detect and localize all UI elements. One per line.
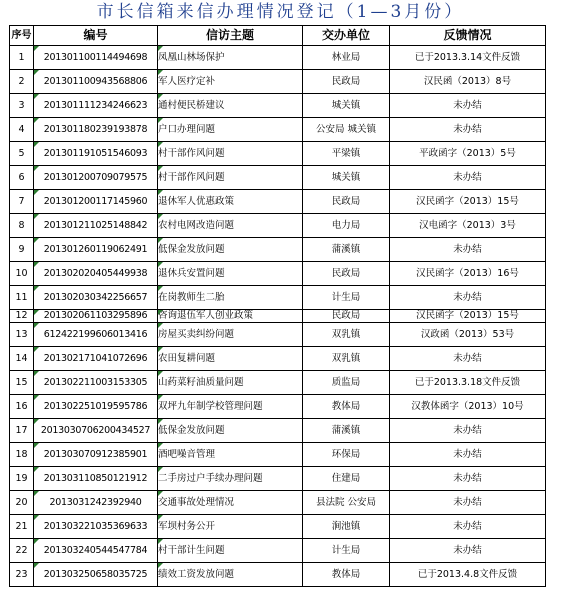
cell-feedback: 未办结	[390, 238, 546, 262]
table-row	[10, 310, 546, 323]
cell-subject: 双坪九年制学校管理问题	[158, 395, 303, 419]
cell-code: 201303124239294​0	[34, 491, 158, 515]
cell-feedback: 未办结	[390, 539, 546, 563]
cell-subject: 军人医疗定补	[158, 70, 303, 94]
cell-feedback: 已于2013.4.8文件反馈	[390, 563, 546, 587]
cell-code: 201301200117145960	[34, 190, 158, 214]
cell-seq: 10	[10, 262, 34, 286]
cell-subject: 农村电网改造问题	[158, 214, 303, 238]
table-row	[10, 395, 546, 419]
cell-code: 201302251019595786	[34, 395, 158, 419]
cell-code: 201301100114494698	[34, 46, 158, 70]
table-row	[10, 46, 546, 70]
table-row	[10, 515, 546, 539]
table-row	[10, 190, 546, 214]
table-row	[10, 443, 546, 467]
cell-code: 201302061103295896	[34, 310, 158, 323]
cell-feedback: 未办结	[390, 118, 546, 142]
table-row	[10, 467, 546, 491]
cell-feedback: 汉民函字（2013）16号	[390, 262, 546, 286]
cell-feedback: 汉政函（2013）53号	[390, 323, 546, 347]
cell-code: 201303070912385901	[34, 443, 158, 467]
cell-unit: 蒲溪镇	[303, 419, 390, 443]
cell-seq: 15	[10, 371, 34, 395]
cell-seq: 8	[10, 214, 34, 238]
cell-seq: 1	[10, 46, 34, 70]
cell-feedback: 已于2013.3.14文件反馈	[390, 46, 546, 70]
table-row	[10, 214, 546, 238]
table-row	[10, 262, 546, 286]
cell-feedback: 未办结	[390, 286, 546, 310]
cell-code: 201301191051546093	[34, 142, 158, 166]
cell-subject: 通村便民桥建议	[158, 94, 303, 118]
cell-feedback: 未办结	[390, 347, 546, 371]
cell-subject: 在岗教师生二胎	[158, 286, 303, 310]
cell-seq: 23	[10, 563, 34, 587]
cell-subject: 退休兵安置问题	[158, 262, 303, 286]
table-row	[10, 323, 546, 347]
cell-subject: 户口办理问题	[158, 118, 303, 142]
cell-unit: 公安局 城关镇	[303, 118, 390, 142]
cell-code: 201301200709079575	[34, 166, 158, 190]
table-row	[10, 94, 546, 118]
cell-seq: 21	[10, 515, 34, 539]
cell-seq: 4	[10, 118, 34, 142]
cell-subject: 农田复耕问题	[158, 347, 303, 371]
cell-code: 201301111234246623	[34, 94, 158, 118]
cell-code: 201303221035369633	[34, 515, 158, 539]
table-row	[10, 371, 546, 395]
cell-seq: 9	[10, 238, 34, 262]
cell-unit: 电力局	[303, 214, 390, 238]
cell-code: 201303240544547784	[34, 539, 158, 563]
table-row	[10, 70, 546, 94]
cell-subject: 房屋买卖纠纷问题	[158, 323, 303, 347]
cell-seq: 3	[10, 94, 34, 118]
cell-feedback: 平政函字（2013）5号	[390, 142, 546, 166]
table-row	[10, 142, 546, 166]
header-seq: 序号	[10, 26, 34, 46]
cell-subject: 咨询退伍军人创业政策	[158, 310, 303, 323]
cell-feedback: 汉教体函字（2013）10号	[390, 395, 546, 419]
cell-subject: 村干部作风问题	[158, 166, 303, 190]
cell-seq: 5	[10, 142, 34, 166]
cell-code: 201301100943568806	[34, 70, 158, 94]
cell-seq: 22	[10, 539, 34, 563]
cell-subject: 二手房过户手续办理问题	[158, 467, 303, 491]
header-code: 编号	[34, 26, 158, 46]
cell-feedback: 未办结	[390, 467, 546, 491]
page-title: 市长信箱来信办理情况登记（1—3月份）	[96, 2, 465, 22]
cell-feedback: 未办结	[390, 419, 546, 443]
cell-feedback: 未办结	[390, 94, 546, 118]
cell-code: 201303110850121912	[34, 467, 158, 491]
cell-feedback: 未办结	[390, 166, 546, 190]
cell-unit: 环保局	[303, 443, 390, 467]
cell-seq: 20	[10, 491, 34, 515]
table-row	[10, 238, 546, 262]
cell-code: 201302020405449938	[34, 262, 158, 286]
cell-seq: 18	[10, 443, 34, 467]
cell-feedback: 未办结	[390, 491, 546, 515]
table-body	[10, 46, 546, 587]
table-row	[10, 539, 546, 563]
cell-feedback: 未办结	[390, 515, 546, 539]
cell-unit: 民政局	[303, 310, 390, 323]
cell-unit: 城关镇	[303, 166, 390, 190]
cell-feedback: 汉民函字（2013）15号	[390, 190, 546, 214]
cell-subject: 军坝村务公开	[158, 515, 303, 539]
cell-seq: 17	[10, 419, 34, 443]
cell-seq: 12	[10, 310, 34, 323]
table-row	[10, 118, 546, 142]
cell-subject: 酒吧噪音管理	[158, 443, 303, 467]
cell-seq: 14	[10, 347, 34, 371]
cell-feedback: 已于2013.3.18文件反馈	[390, 371, 546, 395]
cell-subject: 交通事故处理情况	[158, 491, 303, 515]
cell-subject: 凤凰山林场保护	[158, 46, 303, 70]
cell-unit: 质监局	[303, 371, 390, 395]
cell-unit: 民政局	[303, 262, 390, 286]
cell-seq: 13	[10, 323, 34, 347]
cell-unit: 城关镇	[303, 94, 390, 118]
cell-subject: 低保金发放问题	[158, 238, 303, 262]
cell-code: 201302171041072696	[34, 347, 158, 371]
cell-subject: 绩效工资发放问题	[158, 563, 303, 587]
cell-seq: 16	[10, 395, 34, 419]
cell-seq: 7	[10, 190, 34, 214]
cell-subject: 村干部作风问题	[158, 142, 303, 166]
header-subject: 信访主题	[158, 26, 303, 46]
cell-unit: 蒲溪镇	[303, 238, 390, 262]
cell-code: 201302211003153305	[34, 371, 158, 395]
table-row	[10, 166, 546, 190]
cell-unit: 涧池镇	[303, 515, 390, 539]
cell-seq: 11	[10, 286, 34, 310]
cell-code: 201302030342256657	[34, 286, 158, 310]
cell-seq: 2	[10, 70, 34, 94]
cell-unit: 林业局	[303, 46, 390, 70]
cell-code: 612422199606013416	[34, 323, 158, 347]
cell-code: 201303250658035725	[34, 563, 158, 587]
cell-unit: 计生局	[303, 286, 390, 310]
cell-unit: 县法院 公安局	[303, 491, 390, 515]
cell-seq: 19	[10, 467, 34, 491]
cell-unit: 平梁镇	[303, 142, 390, 166]
header-feedback: 反馈情况	[390, 26, 546, 46]
table-row	[10, 286, 546, 310]
table-row	[10, 419, 546, 443]
cell-unit: 计生局	[303, 539, 390, 563]
cell-unit: 民政局	[303, 190, 390, 214]
cell-unit: 双乳镇	[303, 347, 390, 371]
cell-subject: 退休军人优惠政策	[158, 190, 303, 214]
registry-table	[9, 25, 546, 587]
cell-subject: 山药菜籽油质量问题	[158, 371, 303, 395]
cell-subject: 低保金发放问题	[158, 419, 303, 443]
cell-subject: 村干部计生问题	[158, 539, 303, 563]
table-row	[10, 563, 546, 587]
table-row	[10, 347, 546, 371]
header-unit: 交办单位	[303, 26, 390, 46]
table-row	[10, 491, 546, 515]
cell-code: 201301260119062491	[34, 238, 158, 262]
cell-feedback: 汉民函（2013）8号	[390, 70, 546, 94]
cell-code: 201303070620043452​7	[34, 419, 158, 443]
cell-code: 201301211025148842	[34, 214, 158, 238]
cell-unit: 教体局	[303, 395, 390, 419]
cell-code: 201301180239193878	[34, 118, 158, 142]
cell-feedback: 汉民函字（2013）15号	[390, 310, 546, 323]
cell-feedback: 汉电函字（2013）3号	[390, 214, 546, 238]
cell-unit: 住建局	[303, 467, 390, 491]
header-row	[10, 26, 546, 46]
cell-unit: 双乳镇	[303, 323, 390, 347]
cell-unit: 民政局	[303, 70, 390, 94]
cell-seq: 6	[10, 166, 34, 190]
cell-unit: 教体局	[303, 563, 390, 587]
cell-feedback: 未办结	[390, 443, 546, 467]
